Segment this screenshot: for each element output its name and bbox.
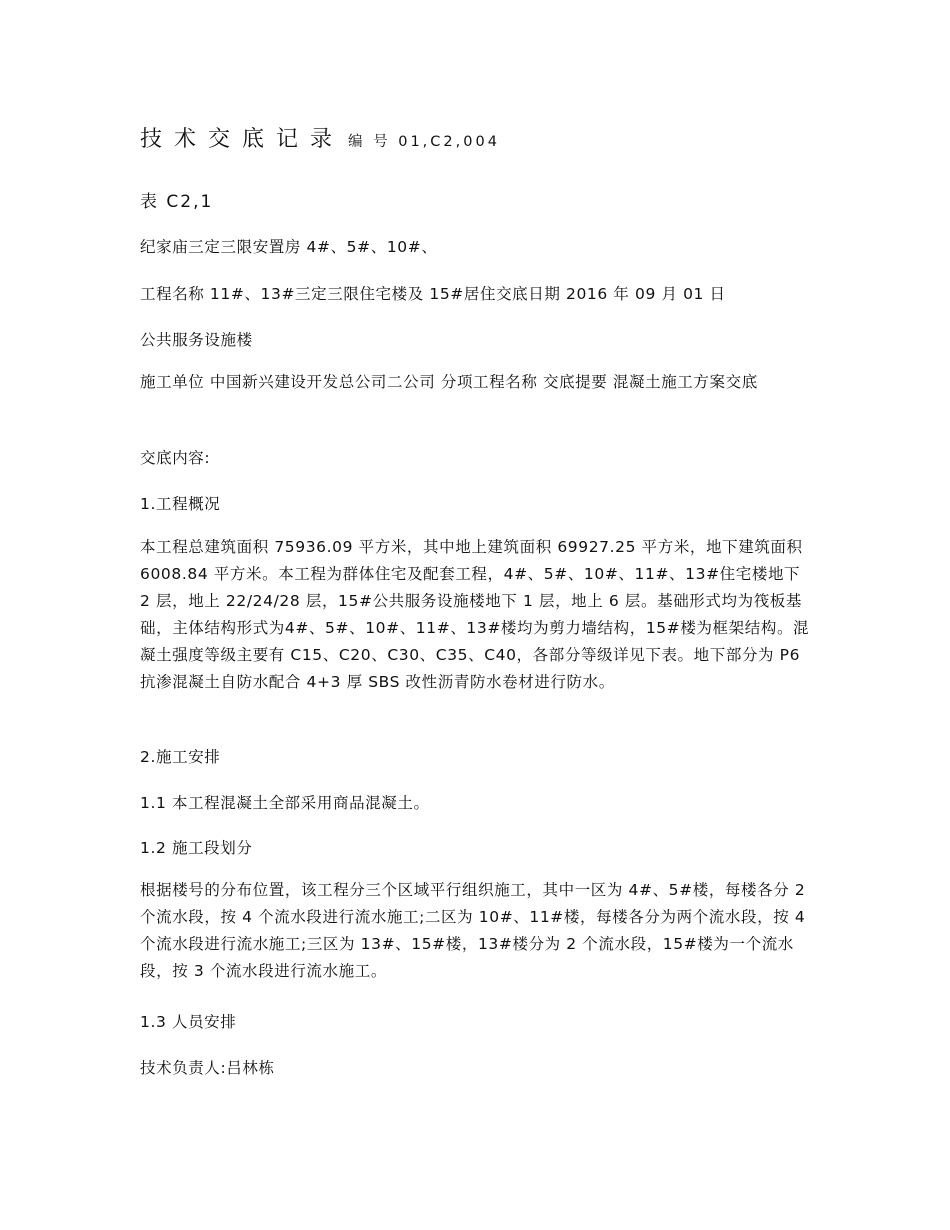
content-label: 交底内容: (140, 449, 211, 467)
section-2-1: 1.1 本工程混凝土全部采用商品混凝土。 (140, 794, 430, 812)
title-row (140, 122, 500, 153)
section-2-2-body: 根据楼号的分布位置，该工程分三个区域平行组织施工，其中一区为 4#、5#楼，每楼各分 2 个流水段，按 4 个流水段进行流水施工;二区为 10#、11#楼，每楼各分为两个流水段，按 4 个流水段进行流水施工;三区为 13#、15#楼，13#楼分为 2 个流水段，15#楼为一个流水段，按 3 个流水段进行流水施工。 (140, 881, 806, 980)
section-2-2-title: 1.2 施工段划分 (140, 839, 253, 857)
section-2-title: 2.施工安排 (140, 748, 221, 766)
tech-lead-line: 技术负责人:吕林栋 (140, 1059, 275, 1077)
construction-unit-line: 施工单位 中国新兴建设开发总公司二公司 分项工程名称 交底提要 混凝土施工方案交底 (140, 373, 758, 391)
project-line-3: 公共服务设施楼 (140, 331, 253, 349)
project-line-1: 纪家庙三定三限安置房 4#、5#、10#、 (140, 238, 438, 256)
section-1-title: 1.工程概况 (140, 495, 221, 513)
document-title: 技术交底记录 (140, 127, 345, 152)
document-number: 编 号 01,C2,004 (348, 134, 500, 150)
section-2-3-title: 1.3 人员安排 (140, 1013, 237, 1031)
form-table-id: 表 C2,1 (140, 192, 214, 212)
section-1-body: 本工程总建筑面积 75936.09 平方米，其中地上建筑面积 69927.25 平方米，地下建筑面积 6008.84 平方米。本工程为群体住宅及配套工程，4#、5#、10#、11#、13#住宅楼地下 2 层，地上 22/24/28 层，15#公共服务设施楼地下 1 层，地上 6 层。基础形式均为筏板基础，主体结构形式为4#、5#、10#、11#、13#楼均为剪力墙结构，15#楼为框架结构。混凝土强度等级主要有 C15、C20、C30、C35、C40，各部分等级详见下表。地下部分为 P6 抗渗混凝土自防水配合 4+3 厚 SBS 改性沥青防水卷材进行防水。 (140, 538, 810, 691)
project-line-2: 工程名称 11#、13#三定三限住宅楼及 15#居住交底日期 2016 年 09 月 01 日 (140, 285, 726, 303)
